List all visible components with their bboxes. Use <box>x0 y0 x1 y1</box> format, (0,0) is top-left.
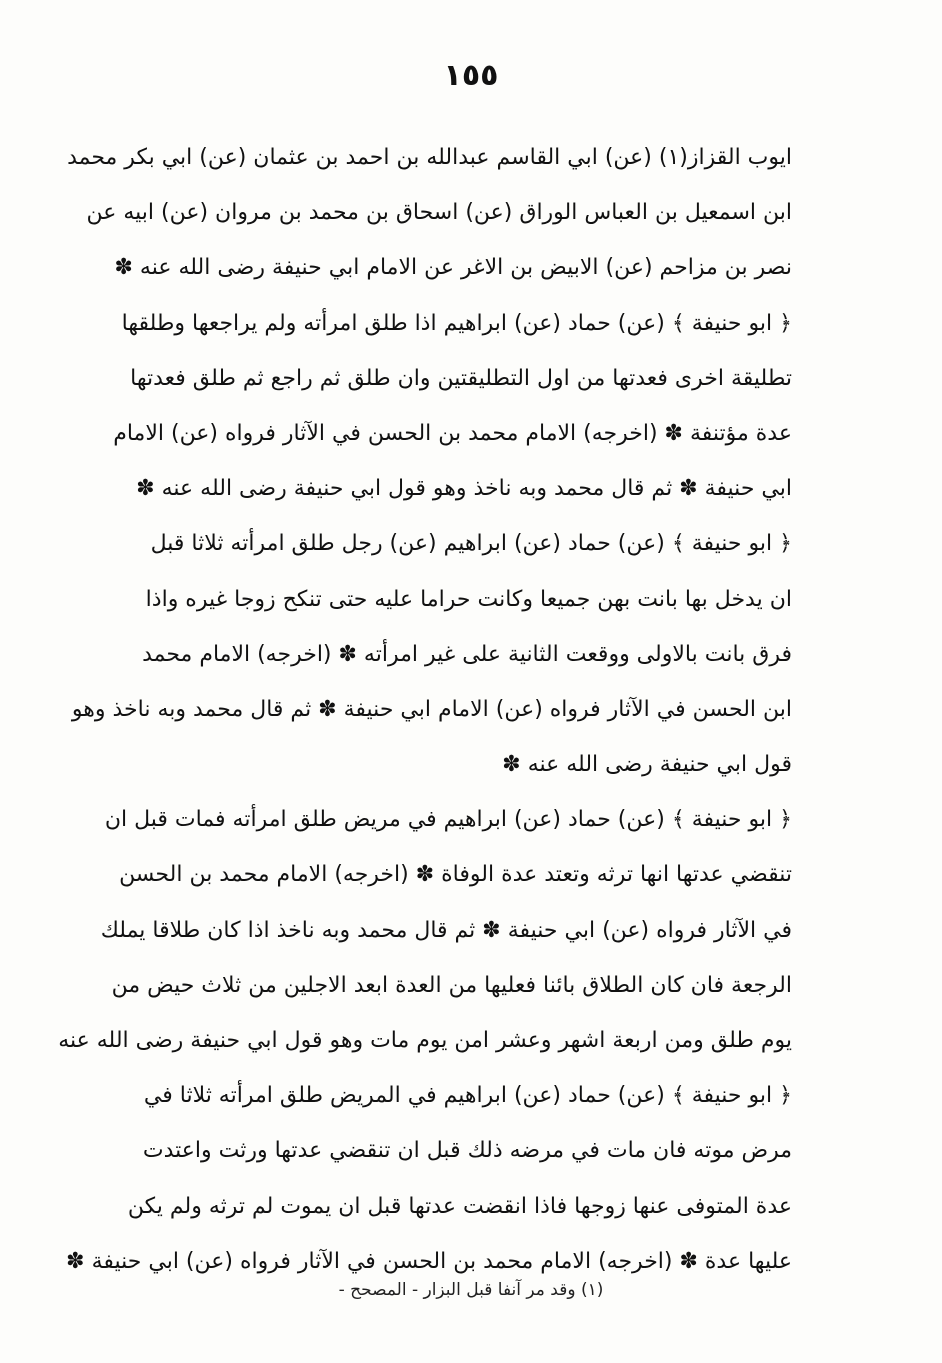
text-line: نصر بن مزاحم (عن) الابيض بن الاغر عن الامام ابي حنيفة رضى الله عنه ✽ <box>114 255 792 281</box>
text-line: عدة مؤتنفة ✽ (اخرجه) الامام محمد بن الحسن في الآثار فرواه (عن) الامام <box>113 420 792 446</box>
text-line: تنقضي عدتها انها ترثه وتعتد عدة الوفاة ✽ (اخرجه) الامام محمد بن الحسن <box>119 862 792 888</box>
text-line: ﴿ ابو حنيفة ﴾ (عن) حماد (عن) ابراهيم (عن) رجل طلق امرأته ثلاثا قبل <box>150 531 792 557</box>
text-line: قول ابي حنيفة رضى الله عنه ✽ <box>502 752 792 778</box>
text-line: ابن اسمعيل بن العباس الوراق (عن) اسحاق بن محمد بن مروان (عن) ابيه عن <box>86 200 792 226</box>
body-text <box>58 130 792 1289</box>
text-line: تطليقة اخرى فعدتها من اول التطليقتين وان طلق ثم راجع ثم طلق فعدتها <box>130 365 792 391</box>
text-line: مرض موته فان مات في مرضه ذلك قبل ان تنقضي عدتها ورثت واعتدت <box>142 1138 792 1164</box>
text-line: ﴿ ابو حنيفة ﴾ (عن) حماد (عن) ابراهيم في المريض طلق امرأته ثلاثا في <box>143 1083 792 1109</box>
footnote: (١) وقد مر آنفا قبل البزار - المصحح - <box>338 1280 604 1300</box>
text-line: فرق بانت بالاولى ووقعت الثانية على غير امرأته ✽ (اخرجه) الامام محمد <box>142 641 792 667</box>
text-line: ابي حنيفة ✽ ثم قال محمد وبه ناخذ وهو قول ابي حنيفة رضى الله عنه ✽ <box>136 476 792 502</box>
text-line: الرجعة فان كان الطلاق بائنا فعليها من العدة ابعد الاجلين من ثلاث حيض من <box>111 972 792 998</box>
text-line: ان يدخل بها بانت بهن جميعا وكانت حراما عليه حتى تنكح زوجا غيره واذا <box>145 586 792 612</box>
text-line: في الآثار فرواه (عن) ابي حنيفة ✽ ثم قال محمد وبه ناخذ اذا كان طلاقا يملك <box>100 917 792 943</box>
text-line: ايوب القزاز(١) (عن) ابي القاسم عبدالله بن احمد بن عثمان (عن) ابي بكر محمد <box>67 145 792 170</box>
text-line: ابن الحسن في الآثار فرواه (عن) الامام ابي حنيفة ✽ ثم قال محمد وبه ناخذ وهو <box>71 696 792 722</box>
text-line: عدة المتوفى عنها زوجها فاذا انقضت عدتها قبل ان يموت لم ترثه ولم يكن <box>127 1193 792 1219</box>
text-line: عليها عدة ✽ (اخرجه) الامام محمد بن الحسن في الآثار فرواه (عن) ابي حنيفة ✽ <box>66 1248 792 1274</box>
text-line: يوم طلق ومن اربعة اشهر وعشر امن يوم مات وهو قول ابي حنيفة رضى الله عنه <box>58 1028 792 1053</box>
page-number: ١٥٥ <box>443 58 499 93</box>
text-line: ﴿ ابو حنيفة ﴾ (عن) حماد (عن) ابراهيم في مريض طلق امرأته فمات قبل ان <box>104 807 792 833</box>
text-line: ﴿ ابو حنيفة ﴾ (عن) حماد (عن) ابراهيم اذا طلق امرأته ولم يراجعها وطلقها <box>121 310 792 336</box>
